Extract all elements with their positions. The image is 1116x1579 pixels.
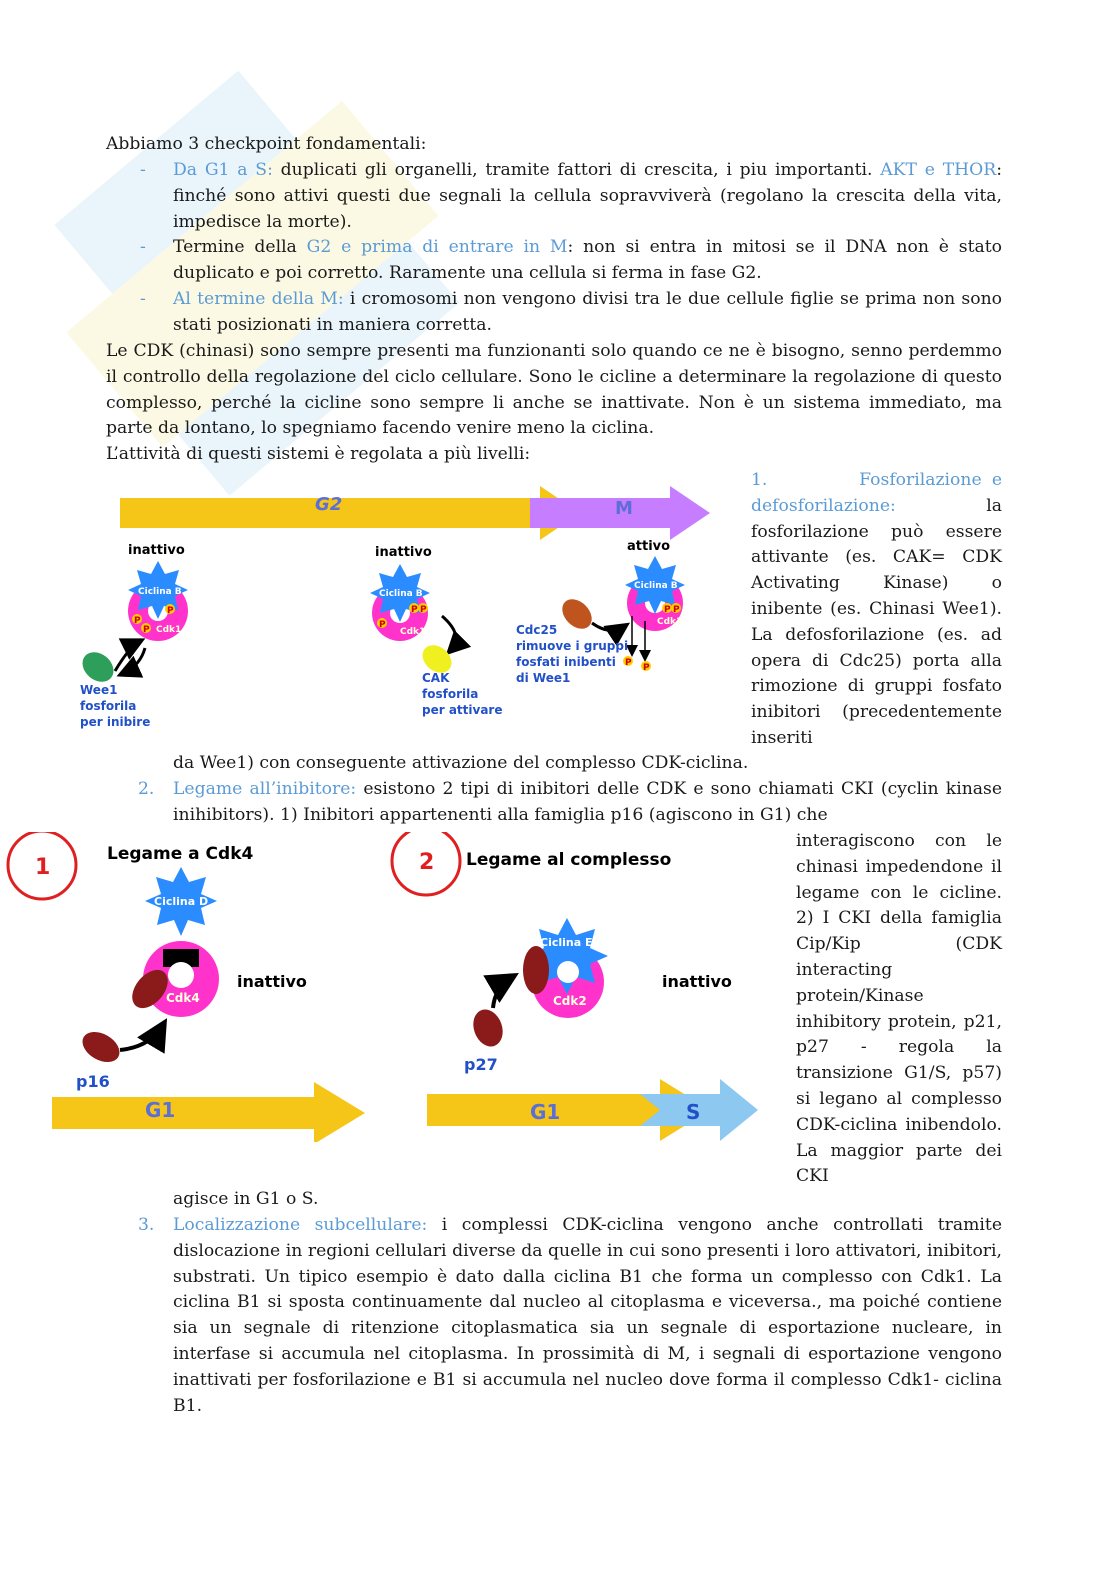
panel2-title: Legame al complesso	[466, 850, 672, 870]
item1-text	[751, 468, 1002, 752]
p27-label: p27	[464, 1055, 498, 1074]
cdk4-label: Cdk4	[166, 991, 200, 1005]
state-inactive-1: inattivo	[128, 543, 185, 558]
phosphate-label: P	[134, 616, 141, 626]
phosphate-label: P	[643, 663, 650, 673]
bullet-text: : non si entra in mitosi se il DNA non è stato duplicato e poi corretto. Raramente una cellula si ferma in fase G2.	[173, 237, 1002, 284]
g1-label-2: G1	[530, 1100, 561, 1124]
phosphate-label: P	[420, 605, 427, 615]
item1-number: 1.	[751, 470, 768, 490]
item3-title: Localizzazione subcellulare:	[173, 1215, 428, 1235]
item3-body: i complessi CDK-ciclina vengono anche controllati tramite dislocazione in regioni cellulari diverse da quelle in cui sono presenti i loro attivatori, inibitori, substrati. Un tipico esempio è dato dalla ciclina B1 che forma un complesso con Cdk1. La ciclina B1 si sposta continuamente dal nucleo al citoplasma e viceversa., ma poiché contiene sia un segnale di ritenzione citoplasmatica sia un segnale di esportazione nucleare, in interfase si accumula nel citoplasma. In prossimità di M, i segnali di esportazione vengono inattivati per fosforilazione e B1 si accumula nel nucleo dove forma il complesso Cdk1- ciclina B1.	[173, 1215, 1002, 1416]
panel2-number: 2	[419, 850, 435, 875]
p16-shape	[77, 1026, 125, 1069]
figure-cdk1-activation	[70, 476, 730, 746]
panel1-title: Legame a Cdk4	[107, 844, 254, 864]
cyclin-b-label: Ciclina B	[138, 587, 182, 597]
phosphate-label: P	[411, 605, 418, 615]
item3-number: 3.	[138, 1215, 155, 1235]
g2-label: G2	[315, 494, 343, 515]
cak-title: CAK	[422, 671, 450, 685]
phosphate-label: P	[673, 605, 680, 615]
cdc25-line2: rimuove i gruppi	[516, 639, 629, 653]
bullet-dash: -	[140, 237, 146, 258]
panel1-inactive: inattivo	[237, 972, 307, 991]
wee1-line3: per inibire	[80, 715, 151, 729]
bullet-text: i cromosomi non vengono divisi tra le due cellule figlie se prima non sono stati posizionati in maniera corretta.	[173, 288, 1003, 335]
paragraph-levels: L’attività di questi sistemi è regolata a più livelli:	[106, 444, 531, 464]
item1-body: la fosforilazione può essere attivante (es. CAK= CDK Activating Kinase) o inibente (es. Chinasi Wee1). La defosforilazione (es. ad opera di Cdc25) porta alla rimozione di gruppi fosfato inibitori (precedentemente inseriti	[751, 495, 1002, 748]
phosphate-label: P	[664, 605, 671, 615]
cyclin-b-label: Ciclina B	[379, 589, 423, 599]
list-item	[106, 235, 1002, 287]
phosphate-label: P	[379, 620, 386, 630]
item2-block	[106, 777, 1002, 829]
item2-title: Legame all’inibitore:	[173, 779, 357, 799]
complex-3	[625, 556, 685, 631]
bullet-dash: -	[140, 288, 146, 309]
item1-title: Fosforilazione e defosforilazione:	[751, 470, 1002, 516]
bullet-text: Termine della	[173, 237, 307, 258]
bullet-dash: -	[140, 160, 146, 180]
phosphate-label: P	[167, 606, 174, 616]
panel1-number: 1	[35, 855, 51, 880]
cyclin-e-label: Ciclina E	[540, 936, 593, 949]
state-active: attivo	[627, 539, 671, 554]
item3-block	[106, 1213, 1002, 1419]
panel2-inactive: inattivo	[662, 972, 732, 991]
s-label: S	[686, 1100, 701, 1124]
highlight-akt-thor: AKT e THOR	[880, 160, 997, 180]
item2-continuation: agisce in G1 o S.	[173, 1189, 319, 1209]
g1-arrow-1	[52, 1082, 365, 1142]
cdc25-line4: di Wee1	[516, 671, 571, 685]
g1-label-1: G1	[145, 1098, 176, 1122]
cak-line2: fosforila	[422, 687, 479, 701]
p16-label: p16	[76, 1072, 110, 1091]
list-item	[106, 287, 1002, 339]
m-label: M	[615, 498, 633, 519]
g2-arrow	[120, 486, 580, 540]
list-item	[106, 158, 1002, 235]
highlight-end-m: Al termine della M:	[173, 288, 344, 309]
cyclin-d-label: Ciclina D	[154, 895, 209, 908]
cdk1-label: Cdk1	[400, 627, 426, 637]
item1-continuation: da Wee1) con conseguente attivazione del complesso CDK-ciclina.	[173, 753, 749, 773]
phosphate-label: P	[625, 658, 632, 668]
item2-body: esistono 2 tipi di inibitori delle CDK e sono chiamati CKI (cyclin kinase inihibitors). 1) Inibitori appartenenti alla famiglia p16 (agiscono in G1) che	[173, 779, 1002, 825]
bullet-text: : finché sono attivi questi due segnali la cellula sopravviverà (regolano la crescita della vita, impedisce la morte).	[173, 160, 1002, 232]
p27-shape	[468, 1005, 507, 1050]
checkpoint-list	[106, 158, 1002, 339]
cdk2-label: Cdk2	[553, 994, 587, 1008]
cdc25-line3: fosfati inibenti	[516, 655, 616, 669]
cak-line3: per attivare	[422, 703, 503, 717]
highlight-g2-m: G2 e prima di entrare in M	[306, 237, 568, 258]
figure-cki-binding	[0, 832, 790, 1142]
bullet-text: duplicati gli organelli, tramite fattori di crescita, i piu importanti.	[272, 160, 881, 180]
wee1-shape	[77, 646, 120, 688]
cdc25-shape	[556, 593, 597, 634]
complex-2	[370, 564, 430, 641]
cdk1-label: Cdk1	[156, 625, 182, 635]
item2-side-text: interagiscono con le chinasi impedendone il legame con le cicline. 2) I CKI della famiglia Cip/Kip (CDK interacting protein/Kinase inhibitory protein, p21, p27 - regola la transizione G1/S, p57) si legano al complesso CDK-ciclina inibendolo. La maggior parte dei CKI	[796, 831, 1002, 1187]
highlight-g1-s: Da G1 a S:	[173, 160, 273, 180]
intro-text: Abbiamo 3 checkpoint fondamentali:	[106, 134, 427, 154]
wee1-title: Wee1	[80, 683, 118, 697]
paragraph-cdk: Le CDK (chinasi) sono sempre presenti ma funzionanti solo quando ce ne è bisogno, senno perdemmo il controllo della regolazione del ciclo cellulare. Sono le cicline a determinare la regolazione di questo complesso, perché la cicline sono sempre li anche se inattivate. Non è un sistema immediato, ma parte da lontano, lo spegniamo facendo venire meno la ciclina.	[106, 341, 1002, 439]
cyclin-b-label: Ciclina B	[634, 581, 678, 591]
phosphate-label: P	[143, 625, 150, 635]
cdc25-title: Cdc25	[516, 623, 558, 637]
cdk1-label: Cdk1	[657, 617, 683, 627]
p27-bound	[523, 946, 549, 994]
complex-1	[128, 561, 188, 641]
state-inactive-2: inattivo	[375, 545, 432, 560]
wee1-line2: fosforila	[80, 699, 137, 713]
item2-number: 2.	[138, 779, 155, 799]
